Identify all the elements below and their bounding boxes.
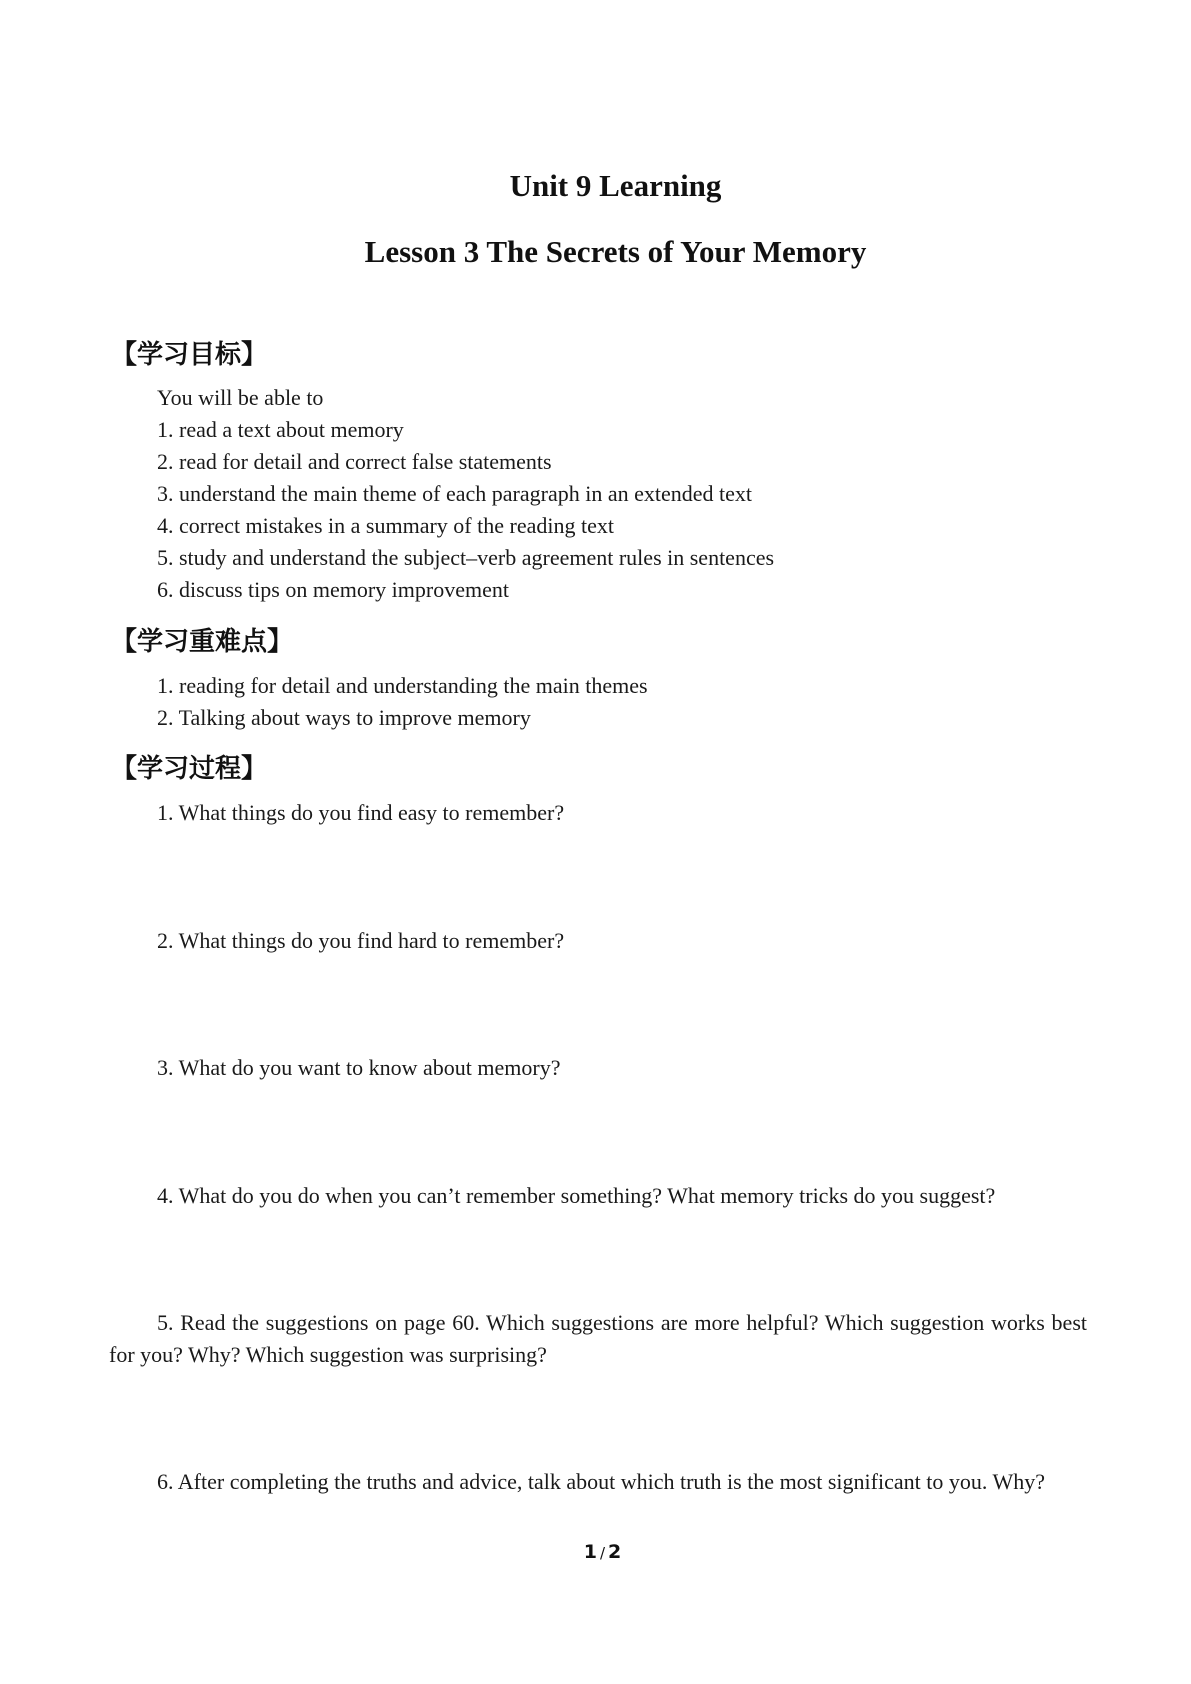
- objective-item: 1. read a text about memory: [157, 417, 404, 442]
- objective-item: 6. discuss tips on memory improvement: [157, 577, 509, 602]
- question-item: 4. What do you do when you can’t remember something? What memory tricks do you suggest?: [157, 1183, 996, 1208]
- objectives-intro: You will be able to: [157, 385, 324, 410]
- process-heading: 【学习过程】: [111, 754, 268, 784]
- objective-item: 5. study and understand the subject–verb agreement rules in sentences: [157, 545, 775, 570]
- question-item: 3. What do you want to know about memory?: [157, 1055, 561, 1080]
- current-page: 1: [583, 1541, 597, 1563]
- objective-item: 4. correct mistakes in a summary of the reading text: [157, 513, 614, 538]
- key-point-item: 1. reading for detail and understanding the main themes: [157, 673, 648, 698]
- objectives-heading: 【学习目标】: [111, 340, 268, 370]
- objective-item: 2. read for detail and correct false statements: [157, 449, 552, 474]
- lesson-title: Lesson 3 The Secrets of Your Memory: [364, 234, 867, 269]
- page-separator: /: [599, 1544, 606, 1562]
- unit-title: Unit 9 Learning: [509, 168, 722, 203]
- key-point-item: 2. Talking about ways to improve memory: [157, 705, 531, 730]
- total-pages: 2: [608, 1541, 622, 1563]
- question-item: 2. What things do you find hard to remember?: [157, 928, 565, 953]
- question-item: 5. Read the suggestions on page 60. Which suggestions are more helpful? Which suggestion works best for you? Why? Which suggestion was surprising?: [109, 1310, 1087, 1367]
- page-number: [0, 1541, 1191, 1563]
- question-item: 6. After completing the truths and advice, talk about which truth is the most significant to you. Why?: [157, 1469, 1045, 1494]
- objective-item: 3. understand the main theme of each paragraph in an extended text: [157, 481, 752, 506]
- key-points-heading: 【学习重难点】: [111, 627, 294, 657]
- question-item: 1. What things do you find easy to remember?: [157, 800, 565, 825]
